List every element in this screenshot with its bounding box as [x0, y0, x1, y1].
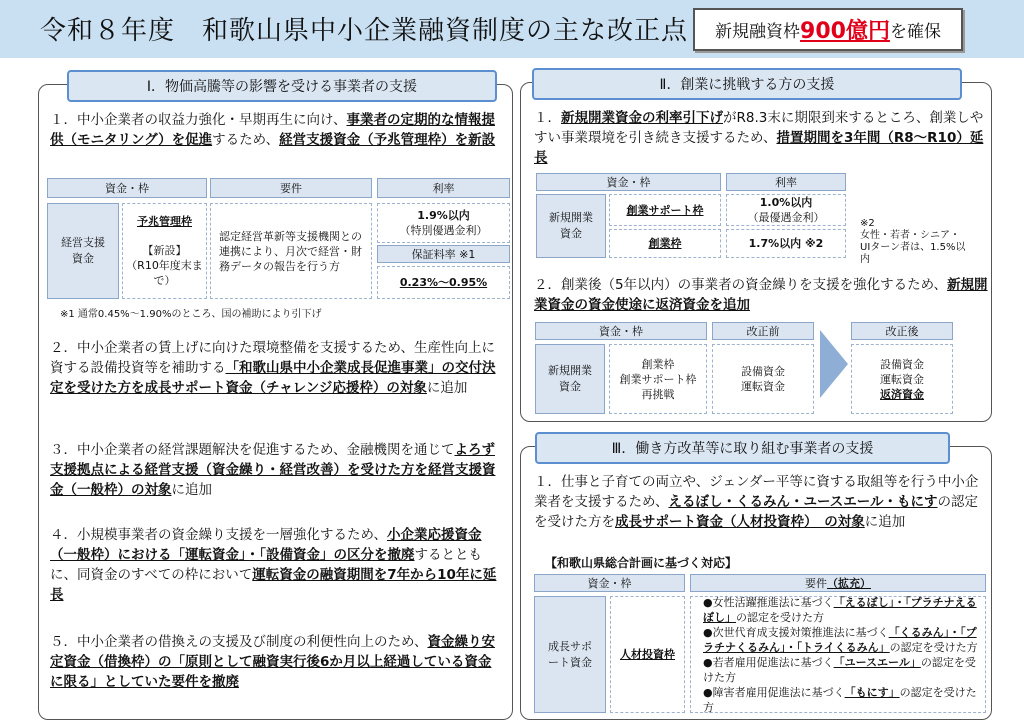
frame-name: 創業枠 — [648, 237, 682, 250]
th-requirement: 要件 — [210, 178, 372, 198]
rate-value: 1.7%以内 ※2 — [748, 237, 824, 250]
rate-note: （特別優遇金利） — [399, 224, 488, 237]
th-fund: 資金・枠 — [535, 322, 707, 340]
text-segment: ２．創業後（5年以内）の事業者の資金繰りを支援を強化するため、 — [534, 277, 948, 293]
text-segment: １．仕事と子育ての両立や、ジェンダー平等に資する取組等を行う中小企業者を支援するため、 — [534, 474, 979, 510]
frame-name: 予兆管理枠 — [137, 215, 192, 228]
rate-value: 1.9%以内 — [417, 209, 470, 222]
section-1-item-4 — [50, 525, 500, 605]
emphasized-text: 措置期間を3年間（R8～R10）延長 — [534, 130, 984, 166]
rate-cell — [726, 194, 846, 226]
th-rate: 利率 — [726, 173, 846, 191]
frame-name: 創業サポート枠 — [626, 203, 704, 217]
frame-cell — [610, 596, 685, 713]
text-segment: の認定を受けた方を — [534, 494, 979, 530]
text-segment: ●若者雇用促進法に基づく — [703, 655, 834, 669]
text-segment: するとともに、同資金のすべての枠において — [50, 547, 482, 583]
frame-name: 創業枠 — [641, 357, 675, 371]
text-segment: １．中小企業者の収益力強化・早期再生に向け、 — [50, 112, 347, 128]
emphasized-text: 小企業応援資金（一般枠）における「運転資金」・「設備資金」の区分を撤廃 — [50, 527, 482, 563]
text-segment: するため、 — [212, 132, 280, 148]
emphasized-text: 「和歌山県中小企業成長促進事業」 — [225, 360, 442, 376]
frame-name: 再挑戦 — [641, 387, 675, 401]
emphasized-text: 運転資金の融資期間を7年から10年に延長 — [50, 567, 497, 603]
arrow-right-icon — [820, 330, 848, 398]
emphasized-text: 「もにす」 — [844, 685, 900, 699]
emphasized-text: 事業者の定期的な情報提供（モニタリング）を促進 — [50, 112, 495, 148]
text-segment: に追加 — [864, 514, 906, 530]
requirements-list — [690, 596, 986, 713]
fund-name: 経営支援資金 — [47, 203, 119, 299]
text-segment: の認定を受けた方 — [889, 640, 978, 654]
requirement-cell: 認定経営革新等支援機関との連携により、月次で経営・財務データの報告を行う方 — [210, 203, 372, 299]
before-cell — [712, 344, 814, 414]
fund-name: 新規開業資金 — [536, 194, 606, 258]
after-cell — [851, 344, 953, 414]
section-3-header: Ⅲ．働き方改革等に取り組む事業者の支援 — [535, 432, 950, 464]
rate-cell — [726, 229, 846, 258]
th-fund: 資金・枠 — [536, 173, 721, 191]
section-2-item-2 — [534, 275, 989, 315]
text-segment: ●次世代育成支援対策推進法に基づく — [703, 625, 889, 639]
guarantee-cell — [377, 266, 510, 299]
subheading: 【和歌山県総合計画に基づく対応】 — [545, 556, 738, 570]
badge-suffix: を確保 — [889, 22, 941, 42]
requirement-item — [703, 655, 985, 685]
emphasized-text: 資金繰り安定資金（借換枠）の「原則として融資実行後6か月以上経過している資金に限る」としていた要件を撤廃 — [50, 634, 495, 690]
text-segment: に追加 — [171, 482, 212, 498]
text-segment: に追加 — [426, 380, 468, 396]
frame-note: 【新設】 — [142, 244, 187, 257]
text-segment: ●障害者雇用促進法に基づく — [703, 685, 845, 699]
text-segment: ３．中小企業者の経営課題解決を促進するため、金融機関を通じて — [50, 442, 455, 458]
fund-name: 新規開業資金 — [535, 344, 605, 414]
emphasized-text: の交付決定を受けた方を成長サポート資金（チャレンジ応援枠）の対象 — [50, 360, 496, 396]
emphasized-text: 経営支援資金（予兆管理枠）を新設 — [279, 132, 496, 148]
text-segment: １． — [534, 110, 561, 126]
th-fund: 資金・枠 — [534, 574, 685, 592]
use-item: 設備資金 — [880, 357, 924, 371]
section-2-header: Ⅱ．創業に挑戦する方の支援 — [532, 68, 962, 100]
section-2-item-1 — [534, 108, 984, 168]
emphasized-text: 「えるぼし」・「プラチナえるぼし」 — [703, 595, 977, 624]
badge-prefix: 新規融資枠 — [715, 22, 801, 42]
emphasized-text: 「くるみん」・「プラチナくるみん」・「トライくるみん」 — [703, 625, 977, 654]
guarantee-value: 0.23%～0.95% — [399, 276, 488, 289]
rate-note: （最優遇金利） — [747, 211, 825, 224]
frame-cell — [609, 229, 721, 258]
text-segment: の認定を受けた方 — [703, 685, 977, 714]
text-segment: ５．中小企業者の借換えの支援及び制度の利便性向上のため、 — [50, 634, 428, 650]
frame-period: （R10年度末まで） — [126, 259, 203, 287]
use-item: 設備資金 — [741, 365, 785, 378]
loan-budget-badge — [693, 8, 963, 51]
section-1-header: Ⅰ．物価高騰等の影響を受ける事業者の支援 — [67, 70, 497, 102]
frame-cell — [609, 194, 721, 226]
th-rate: 利率 — [377, 178, 510, 198]
section-3-item-1 — [534, 472, 979, 532]
page-title: 令和８年度 和歌山県中小企業融資制度の主な改正点 — [40, 16, 689, 46]
footnote-text: 女性・若者・シニア・UIターン者は、1.5%以内 — [860, 230, 966, 265]
emphasized-text: 新規開業資金の資金使途に返済資金を追加 — [534, 277, 988, 313]
th-before: 改正前 — [712, 322, 814, 340]
frame-name: 創業サポート枠 — [619, 372, 697, 386]
guarantee-header: 保証料率 ※1 — [377, 245, 510, 263]
use-item: 運転資金 — [741, 380, 785, 393]
emphasized-text: 「ユースエール」 — [833, 655, 921, 669]
rate-cell — [377, 203, 510, 243]
th-after: 改正後 — [851, 322, 953, 340]
requirement-item — [703, 595, 985, 625]
frame-name: 人材投資枠 — [620, 648, 675, 661]
section-1-item-2 — [50, 338, 500, 398]
fund-name: 成長サポート資金 — [534, 596, 606, 713]
th-label: 要件 — [805, 577, 827, 590]
requirement-item — [703, 685, 985, 715]
use-item: 運転資金 — [880, 372, 924, 386]
use-item-new: 返済資金 — [880, 387, 924, 401]
section-1-item-5 — [50, 632, 500, 692]
footnote-mark: ※2 — [860, 218, 875, 229]
th-requirement — [690, 574, 986, 592]
text-segment: の認定を受けた方 — [703, 655, 976, 684]
requirement-item — [703, 625, 985, 655]
emphasized-text: よろず支援拠点による経営支援（資金繰り・経営改善）を受けた方を経営支援資金（一般枠）の対象 — [50, 442, 496, 498]
footnote-1: ※1 通常0.45%～1.90%のところ、国の補助により引下げ — [60, 309, 322, 320]
rate-value: 1.0%以内 — [759, 196, 813, 209]
text-segment: ●女性活躍推進法に基づく — [703, 595, 834, 609]
emphasized-text: えるぼし・くるみん・ユースエール・もにす — [668, 494, 938, 510]
text-segment: がR8.3末に期限到来するところ、創業しやすい事業環境を引き続き支援するため、 — [534, 110, 984, 146]
th-fund: 資金・枠 — [47, 178, 207, 198]
badge-amount: 900億円 — [800, 19, 890, 44]
text-segment: ２．中小企業者の賃上げに向けた環境整備を支援するため、生産性向上に資する設備投資等を補助する — [50, 340, 495, 376]
section-1-item-1 — [50, 110, 500, 150]
emphasized-text: 新規開業資金の利率引下げ — [561, 110, 723, 126]
frames-cell — [609, 344, 707, 414]
footnote-2 — [860, 218, 970, 266]
frame-cell — [122, 203, 207, 299]
emphasized-text: 成長サポート資金（人材投資枠） の対象 — [615, 514, 865, 530]
text-segment: ４．小規模事業者の資金繰り支援を一層強化するため、 — [50, 527, 387, 543]
section-1-item-3 — [50, 440, 500, 500]
text-segment: の認定を受けた方 — [736, 610, 824, 624]
th-label-ext: （拡充） — [827, 577, 871, 590]
